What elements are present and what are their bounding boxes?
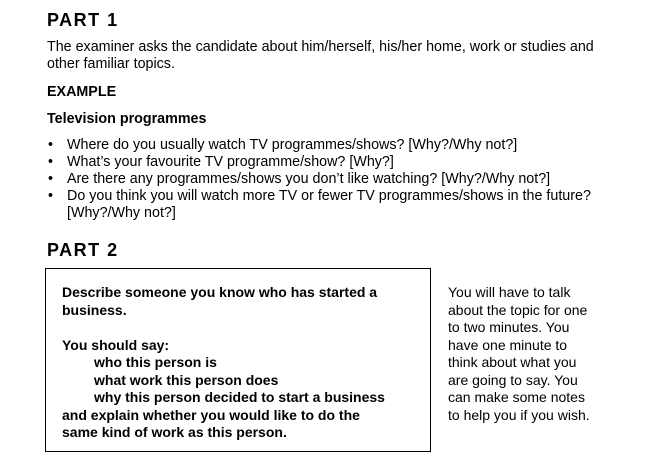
question-text: Do you think you will watch more TV or fewer TV programmes/shows in the future? <box>67 188 591 204</box>
cue-should-say: You should say: <box>62 336 170 353</box>
instruction-line: can make some notes <box>448 389 585 405</box>
cue-point: what work this person does <box>94 371 279 388</box>
question-text: What’s your favourite TV programme/show? [Why?] <box>67 154 394 170</box>
question-list <box>47 137 647 222</box>
question-item <box>47 171 647 188</box>
instruction-line: are going to say. You <box>448 371 578 388</box>
instruction-line: You will have to talk <box>448 284 571 300</box>
example-label: EXAMPLE <box>47 84 117 100</box>
cue-closing-line: same kind of work as this person. <box>62 424 287 440</box>
question-text: Are there any programmes/shows you don’t like watching? [Why?/Why not?] <box>67 171 551 187</box>
cue-card <box>45 268 431 452</box>
instruction-line: have one minute to <box>448 336 568 353</box>
bullet-icon: • <box>48 137 54 153</box>
bullet-icon: • <box>48 188 54 204</box>
bullet-icon: • <box>48 154 54 170</box>
instruction-line: to help you if you wish. <box>448 406 590 423</box>
cue-prompt-line: business. <box>62 301 127 318</box>
instruction-line: to two minutes. You <box>448 319 570 335</box>
cue-spacer <box>62 319 385 337</box>
question-text-continued: [Why?/Why not?] <box>67 205 176 221</box>
bullet-icon: • <box>48 171 54 187</box>
question-item <box>47 188 647 222</box>
part1-intro-line: other familiar topics. <box>47 56 175 72</box>
cue-closing-line: and explain whether you would like to do the <box>62 406 360 423</box>
part1-intro <box>47 39 594 73</box>
cue-point: why this person decided to start a business <box>94 389 385 405</box>
cue-prompt-line: Describe someone you know who has started a <box>62 284 378 300</box>
cue-card-content <box>62 284 385 442</box>
topic-title: Television programmes <box>47 111 207 127</box>
instruction-line: think about what you <box>448 354 577 370</box>
instruction-line: about the topic for one <box>448 301 588 318</box>
part1-heading: PART 1 <box>47 10 119 30</box>
part1-intro-line: The examiner asks the candidate about him/herself, his/her home, work or studies and <box>47 39 594 55</box>
cue-point: who this person is <box>94 354 217 370</box>
part2-heading: PART 2 <box>47 240 119 260</box>
question-text: Where do you usually watch TV programmes/shows? [Why?/Why not?] <box>67 137 518 153</box>
part2-instructions <box>448 284 590 424</box>
question-item <box>47 154 647 171</box>
question-item <box>47 137 647 154</box>
